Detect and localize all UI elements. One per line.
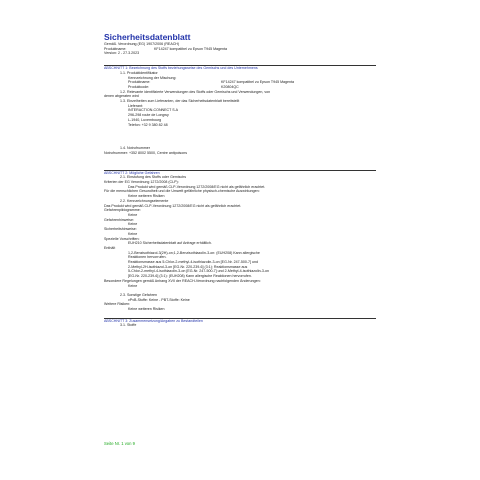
s2-line: Keine weiteren Risiken	[128, 194, 165, 199]
s2-line: Das Produkt wird gemäß CLP-Verordnung 1272/2008/EG nicht als gefährlich erachtet.	[104, 203, 242, 208]
s1-line: L-1940, Luxembourg	[128, 117, 162, 122]
s2-line: EUH210 Sicherheitsdatenblatt auf Anfrage erhältlich.	[128, 241, 212, 246]
s1-line: Kennzeichnung der Mischung:	[128, 75, 177, 80]
section-1-heading: ABSCHNITT 1: Bezeichnung des Stoffs beziehungsweise des Gemischs und des Unternehmens	[104, 66, 258, 71]
document-title: Sicherheitsdatenblatt	[104, 32, 191, 42]
regulation-note: Gemäß. Verordnung (EG) 1907/2006 (REACH)	[104, 42, 180, 46]
product-label: Produktname:	[104, 46, 127, 51]
s2-line: Gefahrenpiktogramme:	[104, 208, 141, 213]
s2-line: 2.3. Sonstige Gefahren	[120, 292, 157, 297]
s2-line: Besondere Regelungen gemäß Anhang XVII der REACH-Verordnung nachfolgenden Änderungen:	[104, 278, 261, 283]
s2-line: [EG-Nr. 220-239-6] (3:1): (EUH208) Kann allergische Reaktionen hervorrufen.	[128, 274, 252, 279]
s2-line: 2-Methyl-2H-isothiazol-3-on [EG-Nr. 220-239-6] (3:1); Reaktionsmasse aus	[128, 264, 248, 269]
section-2-heading: ABSCHNITT 2: Mögliche Gefahren	[104, 170, 160, 175]
s2-line: Keine	[128, 222, 138, 227]
s2-line: vPvB-Stoffe: Keine - PBT-Stoffe: Keine	[128, 297, 190, 302]
kv-key: Produktname:	[128, 80, 151, 85]
product-value: KF14247 kompatibel zu Epson T945 Magenta	[154, 46, 228, 51]
section-2-body	[104, 175, 376, 311]
s2-line: 1,2-Benzisothiazol-3(2H)-on;1,2-Benzisothiazolin-3-on: (EUH208) Kann allergische	[128, 250, 260, 255]
sds-page	[104, 32, 376, 328]
kv-value: K20804QC	[221, 84, 239, 89]
s2-line: Enthält	[104, 245, 116, 250]
s2-line: Für die menschlichen Gesundheit und die Umwelt gefährliche physisch-chemische Auswirkungen:	[104, 189, 260, 194]
s2-line: Kriterien der EG Verordnung 1272/2008 (CLP):	[104, 180, 179, 185]
section-3-heading: ABSCHNITT 3: Zusammensetzung/Angaben zu Bestandteilen	[104, 318, 203, 323]
s1-line: 1.1. Produktidentifikator	[120, 70, 158, 75]
s1-line: Notrufnummer: +352 8002 5500, Centre antipoisons	[104, 150, 188, 155]
s2-line: Gefahrenhinweise:	[104, 217, 134, 222]
s2-line: Keine	[128, 212, 138, 217]
s1-line: denen abgeraten wird	[104, 94, 139, 99]
s2-line: Weitere Risiken:	[104, 302, 131, 307]
s2-line: 2.1. Einstufung des Stoffs oder Gemischs	[120, 175, 187, 180]
s2-line: Keine weiteren Risiken	[128, 307, 165, 312]
s2-line: 5-Chlor-2-methyl-4-isothiazolin-3-on [EG-Nr. 247-500-7] und 2-Methyl-4-isothiazolin-3-on	[128, 269, 270, 274]
s1-line: Lieferant:	[128, 103, 143, 108]
s2-line: Keine	[128, 231, 138, 236]
page-number: Seite Nr. 1 von 9	[104, 441, 135, 446]
version-line: Version: 2 - 27.3.2023	[104, 51, 140, 56]
s1-line: 1.2. Relevante identifizierte Verwendungen des Stoffs oder Gemischs und Verwendungen, von	[120, 89, 271, 94]
s1-line: 296-298 route de Longwy	[128, 113, 169, 118]
kv-value: KF14247 kompatibel zu Epson T945 Magenta	[221, 80, 295, 85]
s2-line: Reaktionen hervorrufen.	[128, 255, 167, 260]
s1-line: Telefon: +32 9 380 82 48	[128, 122, 168, 127]
s1-line: 1.3. Einzelheiten zum Lieferanten, der das Sicherheitsdatenblatt bereitstellt	[120, 99, 240, 104]
s1-line: INTERACTION-CONNECT S.A	[128, 108, 179, 113]
s2-line: Reaktionsmasse aus 5-Chlor-2-methyl-4-isothiazolin-3-on [EG-Nr. 247-500-7] und	[128, 260, 259, 265]
s2-line: 2.2. Kennzeichnungselemente	[120, 198, 169, 203]
kv-key: Produktcode:	[128, 84, 150, 89]
s2-line: Keine	[128, 283, 138, 288]
s2-line: Das Produkt wird gemäß CLP-Verordnung 1272/2008/EG nicht als gefährlich erachtet.	[128, 184, 266, 189]
s3-line: 3.1. Stoffe	[120, 323, 137, 328]
s1-line: 1.4. Notrufnummer	[120, 146, 150, 151]
s2-line: Spezielle Vorschriften:	[104, 236, 140, 241]
s2-line: Sicherheitshinweise:	[104, 227, 137, 232]
